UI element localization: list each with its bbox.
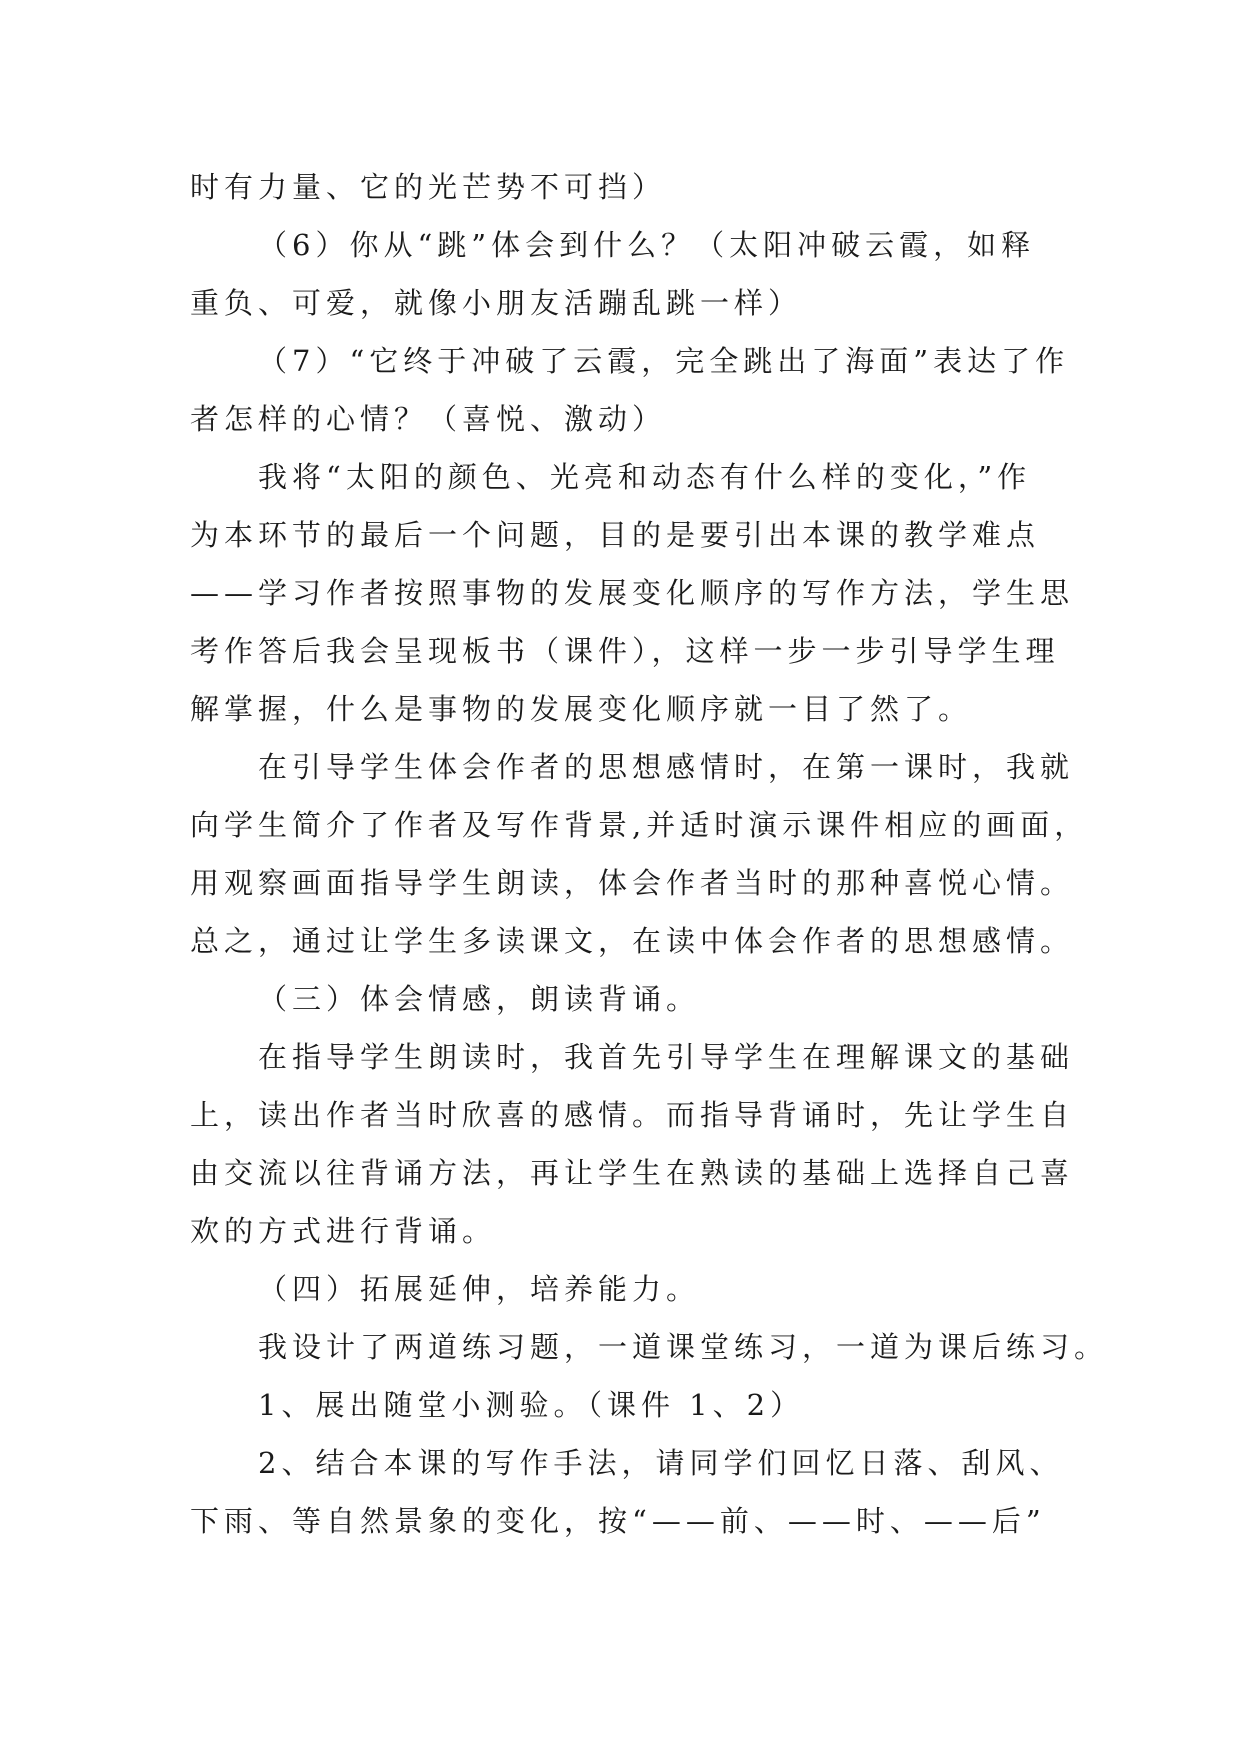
text-line: 总之，通过让学生多读课文，在读中体会作者的思想感情。 [190, 924, 1075, 958]
text-line: （6）你从“跳”体会到什么？（太阳冲破云霞，如释 [258, 228, 1036, 262]
text-line: 解掌握，什么是事物的发展变化顺序就一目了然了。 [190, 692, 973, 726]
text-line: 考作答后我会呈现板书（课件），这样一步一步引导学生理 [190, 634, 1060, 668]
text-line: 为本环节的最后一个问题，目的是要引出本课的教学难点 [190, 518, 1041, 552]
text-line: 由交流以往背诵方法，再让学生在熟读的基础上选择自己喜 [190, 1156, 1075, 1190]
text-line: 欢的方式进行背诵。 [190, 1214, 497, 1248]
text-line: （7）“它终于冲破了云霞，完全跳出了海面”表达了作 [258, 344, 1070, 378]
text-line: 上，读出作者当时欣喜的感情。而指导背诵时，先让学生自 [190, 1098, 1075, 1132]
text-line: 者怎样的心情？（喜悦、激动） [190, 402, 667, 436]
text-line: ——学习作者按照事物的发展变化顺序的写作方法，学生思 [190, 576, 1075, 610]
text-line: 我将“太阳的颜色、光亮和动态有什么样的变化，”作 [258, 460, 1032, 494]
text-line: 在引导学生体会作者的思想感情时，在第一课时，我就 [258, 750, 1075, 784]
text-line: 重负、可爱，就像小朋友活蹦乱跳一样） [190, 286, 803, 320]
section-heading: （四）拓展延伸，培养能力。 [258, 1272, 701, 1306]
section-heading: （三）体会情感，朗读背诵。 [258, 982, 701, 1016]
text-line: 时有力量、它的光芒势不可挡） [190, 170, 667, 204]
text-line: 用观察画面指导学生朗读，体会作者当时的那种喜悦心情。 [190, 866, 1075, 900]
text-line: 下雨、等自然景象的变化，按“——前、——时、——后” [190, 1504, 1046, 1538]
list-item: 2、结合本课的写作手法，请同学们回忆日落、刮风、 [258, 1446, 1064, 1480]
text-line: 我设计了两道练习题，一道课堂练习，一道为课后练习。 [258, 1330, 1109, 1364]
text-line: 向学生简介了作者及写作背景,并适时演示课件相应的画面， [190, 808, 1089, 842]
text-line: 在指导学生朗读时，我首先引导学生在理解课文的基础 [258, 1040, 1075, 1074]
list-item: 1、展出随堂小测验。（课件 1、2） [258, 1388, 805, 1422]
